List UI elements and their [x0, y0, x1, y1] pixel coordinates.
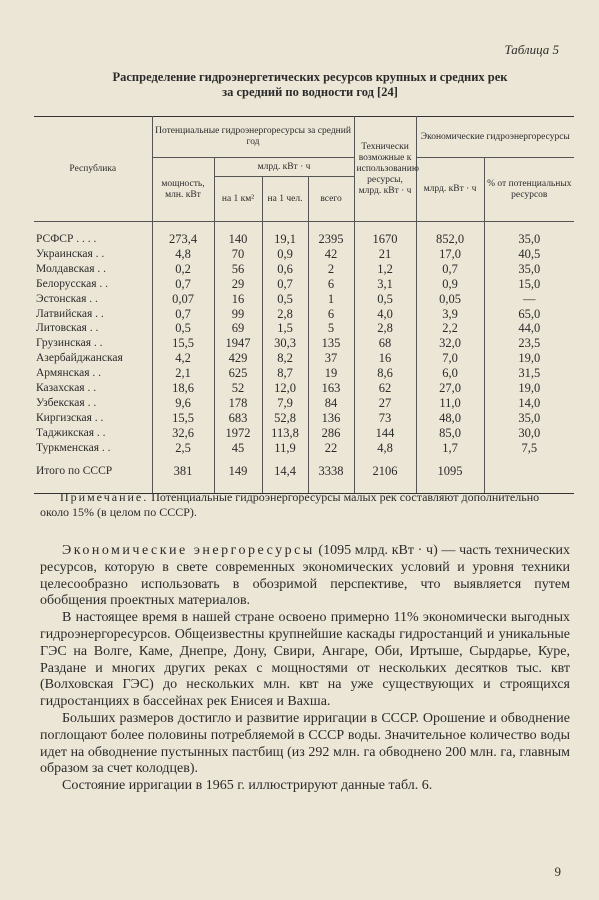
cell-c2: 140	[214, 232, 262, 247]
republic-name: Молдавская . .	[34, 262, 152, 277]
cell-c2: 56	[214, 262, 262, 277]
republic-name: Таджикская . .	[34, 426, 152, 441]
header-technical: Технически возможные к использованию ресурсы, млрд. кВт · ч	[354, 117, 416, 222]
table-row	[34, 366, 574, 381]
cell-c5: 1670	[354, 232, 416, 247]
table-row	[34, 381, 574, 396]
cell-c7: 30,0	[484, 426, 574, 441]
page-number: 9	[554, 864, 561, 879]
republic-name: Киргизская . .	[34, 411, 152, 426]
cell-c4: 286	[308, 426, 354, 441]
table-row	[34, 426, 574, 441]
table-row	[34, 411, 574, 426]
cell-c2: 429	[214, 351, 262, 366]
republic-name: Армянская . .	[34, 366, 152, 381]
cell-c1: 0,2	[152, 262, 214, 277]
cell-c3: 0,7	[262, 277, 308, 292]
cell-c4: 1	[308, 292, 354, 307]
cell-c4: 37	[308, 351, 354, 366]
cell-c2: 178	[214, 396, 262, 411]
cell-c6: 85,0	[416, 426, 484, 441]
cell-c7: 31,5	[484, 366, 574, 381]
cell-c7	[484, 456, 574, 493]
cell-c7: 23,5	[484, 336, 574, 351]
header-per-km2: на 1 км²	[214, 177, 262, 222]
cell-c5: 1,2	[354, 262, 416, 277]
paragraph-1-lead: Экономические энергоресурсы	[62, 543, 315, 558]
header-economic: Экономические гидроэнергоресурсы	[416, 117, 574, 158]
cell-c1: 4,2	[152, 351, 214, 366]
republic-name: Литовская . .	[34, 321, 152, 336]
header-econ-percent: % от потенциальных ресурсов	[484, 158, 574, 222]
republic-name: Туркменская . .	[34, 441, 152, 456]
cell-c4: 2	[308, 262, 354, 277]
cell-c3: 8,2	[262, 351, 308, 366]
cell-c5: 3,1	[354, 277, 416, 292]
table-row	[34, 441, 574, 456]
republic-name: РСФСР . . . .	[34, 232, 152, 247]
header-energy: млрд. кВт · ч	[214, 158, 354, 177]
table-row	[34, 307, 574, 322]
table-label: Таблица 5	[504, 42, 559, 57]
cell-c6: 1,7	[416, 441, 484, 456]
table-row	[34, 321, 574, 336]
cell-c6: 2,2	[416, 321, 484, 336]
cell-c2: 625	[214, 366, 262, 381]
cell-c7: 35,0	[484, 411, 574, 426]
republic-name: Азербайджанская	[34, 351, 152, 366]
table-row	[34, 277, 574, 292]
republic-name: Белорусская . .	[34, 277, 152, 292]
republic-name: Грузинская . .	[34, 336, 152, 351]
cell-c7: 7,5	[484, 441, 574, 456]
cell-c4: 136	[308, 411, 354, 426]
cell-c7: 15,0	[484, 277, 574, 292]
cell-c5: 8,6	[354, 366, 416, 381]
cell-c3: 113,8	[262, 426, 308, 441]
table-title-line2: за средний по водности год [24]	[222, 85, 398, 99]
cell-c2: 1947	[214, 336, 262, 351]
cell-c7: 19,0	[484, 351, 574, 366]
note-text: Потенциальные гидроэнергоресурсы малых рек составляют дополнительно около 15% (в целом по СССР).	[40, 490, 540, 519]
table-row	[34, 396, 574, 411]
cell-c3: 30,3	[262, 336, 308, 351]
body-text	[40, 543, 570, 795]
paragraph-2: В настоящее время в нашей стране освоено примерно 11% экономически выгодных гидроэнергоресурсов. Общеизвестны крупнейшие каскады гидростанций и уникальные ГЭС на Волге, Каме, Днепре, Дону, Свири, Ангаре, Оби, Иртыше, Сырдарье, Куре, Раздане и многих других реках с мощностями от нескольких десятков тыс. квт (Волховская ГЭС) до нескольких млн. квт на уже существующих и строящихся гидростанциях в бассейнах рек Енисея и Вахша.	[40, 610, 570, 710]
cell-c7: —	[484, 292, 574, 307]
cell-c2: 52	[214, 381, 262, 396]
table-title	[60, 70, 560, 100]
cell-c7: 14,0	[484, 396, 574, 411]
cell-c3: 19,1	[262, 232, 308, 247]
cell-c1: 32,6	[152, 426, 214, 441]
republic-name: Украинская . .	[34, 247, 152, 262]
cell-c1: 273,4	[152, 232, 214, 247]
table-body	[34, 222, 574, 494]
cell-c7: 35,0	[484, 262, 574, 277]
cell-c2: 69	[214, 321, 262, 336]
cell-c1: 381	[152, 456, 214, 493]
cell-c6: 0,05	[416, 292, 484, 307]
table-row	[34, 247, 574, 262]
cell-c2: 99	[214, 307, 262, 322]
republic-name: Итого по СССР	[34, 456, 152, 493]
cell-c3: 0,5	[262, 292, 308, 307]
cell-c1: 2,1	[152, 366, 214, 381]
cell-c1: 15,5	[152, 411, 214, 426]
cell-c3: 0,6	[262, 262, 308, 277]
header-per-person: на 1 чел.	[262, 177, 308, 222]
cell-c1: 9,6	[152, 396, 214, 411]
cell-c1: 2,5	[152, 441, 214, 456]
republic-name: Узбекская . .	[34, 396, 152, 411]
cell-c4: 6	[308, 277, 354, 292]
cell-c4: 163	[308, 381, 354, 396]
table-title-line1: Распределение гидроэнергетических ресурсов крупных и средних рек	[112, 70, 508, 84]
table-row	[34, 351, 574, 366]
cell-c6: 852,0	[416, 232, 484, 247]
cell-c5: 16	[354, 351, 416, 366]
cell-c1: 0,07	[152, 292, 214, 307]
cell-c4: 42	[308, 247, 354, 262]
cell-c3: 1,5	[262, 321, 308, 336]
cell-c4: 2395	[308, 232, 354, 247]
paragraph-1	[40, 543, 570, 610]
hydro-resources-table	[34, 116, 574, 494]
cell-c7: 19,0	[484, 381, 574, 396]
table-row	[34, 336, 574, 351]
cell-c1: 4,8	[152, 247, 214, 262]
paragraph-3: Больших размеров достигло и развитие ирригации в СССР. Орошение и обводнение поглощают более половины потребляемой в СССР воды. Значительное количество воды идет на обводнение пустынных пастбищ (из 292 млн. га обводнено 200 млн. га, главным образом за счет колодцев).	[40, 710, 570, 777]
cell-c6: 17,0	[416, 247, 484, 262]
cell-c7: 65,0	[484, 307, 574, 322]
header-capacity: мощность, млн. кВт	[152, 158, 214, 222]
cell-c3: 7,9	[262, 396, 308, 411]
cell-c6: 0,9	[416, 277, 484, 292]
cell-c6: 48,0	[416, 411, 484, 426]
cell-c3: 14,4	[262, 456, 308, 493]
cell-c6: 27,0	[416, 381, 484, 396]
cell-c5: 2106	[354, 456, 416, 493]
spacer-row	[34, 222, 574, 233]
table-row	[34, 292, 574, 307]
cell-c1: 0,7	[152, 277, 214, 292]
cell-c3: 0,9	[262, 247, 308, 262]
table-row	[34, 262, 574, 277]
cell-c2: 1972	[214, 426, 262, 441]
table-row	[34, 232, 574, 247]
cell-c2: 683	[214, 411, 262, 426]
cell-c6: 6,0	[416, 366, 484, 381]
cell-c3: 2,8	[262, 307, 308, 322]
cell-c7: 40,5	[484, 247, 574, 262]
cell-c6: 0,7	[416, 262, 484, 277]
cell-c1: 0,7	[152, 307, 214, 322]
cell-c1: 15,5	[152, 336, 214, 351]
cell-c5: 62	[354, 381, 416, 396]
header-republic: Республика	[34, 117, 152, 222]
table-total-row	[34, 456, 574, 493]
cell-c5: 4,0	[354, 307, 416, 322]
cell-c5: 2,8	[354, 321, 416, 336]
cell-c3: 12,0	[262, 381, 308, 396]
cell-c2: 45	[214, 441, 262, 456]
note-label: Примечание.	[60, 490, 149, 504]
cell-c2: 70	[214, 247, 262, 262]
cell-c4: 5	[308, 321, 354, 336]
cell-c5: 4,8	[354, 441, 416, 456]
header-potential: Потенциальные гидроэнергоресурсы за средний год	[152, 117, 354, 158]
cell-c7: 35,0	[484, 232, 574, 247]
cell-c6: 3,9	[416, 307, 484, 322]
cell-c5: 144	[354, 426, 416, 441]
cell-c2: 29	[214, 277, 262, 292]
cell-c6: 7,0	[416, 351, 484, 366]
cell-c3: 52,8	[262, 411, 308, 426]
cell-c5: 0,5	[354, 292, 416, 307]
cell-c4: 22	[308, 441, 354, 456]
republic-name: Казахская . .	[34, 381, 152, 396]
cell-c2: 16	[214, 292, 262, 307]
cell-c1: 0,5	[152, 321, 214, 336]
cell-c1: 18,6	[152, 381, 214, 396]
cell-c5: 68	[354, 336, 416, 351]
cell-c5: 73	[354, 411, 416, 426]
cell-c3: 8,7	[262, 366, 308, 381]
paragraph-4: Состояние ирригации в 1965 г. иллюстрируют данные табл. 6.	[62, 778, 433, 794]
cell-c3: 11,9	[262, 441, 308, 456]
cell-c6: 1095	[416, 456, 484, 493]
cell-c2: 149	[214, 456, 262, 493]
table-note	[40, 490, 570, 520]
cell-c4: 84	[308, 396, 354, 411]
cell-c4: 135	[308, 336, 354, 351]
cell-c5: 27	[354, 396, 416, 411]
cell-c7: 44,0	[484, 321, 574, 336]
cell-c6: 11,0	[416, 396, 484, 411]
paragraph-1-text: (1095 млрд. кВт · ч) — часть технических ресурсов, которую в свете современных экономических условий и уровня техники целесообразно использовать в обозримой перспективе, что выявляется путем обобщения проектных материалов.	[40, 543, 570, 609]
cell-c5: 21	[354, 247, 416, 262]
cell-c4: 3338	[308, 456, 354, 493]
republic-name: Латвийская . .	[34, 307, 152, 322]
cell-c4: 6	[308, 307, 354, 322]
cell-c4: 19	[308, 366, 354, 381]
header-econ-energy: млрд. кВт · ч	[416, 158, 484, 222]
republic-name: Эстонская . .	[34, 292, 152, 307]
header-total: всего	[308, 177, 354, 222]
cell-c6: 32,0	[416, 336, 484, 351]
